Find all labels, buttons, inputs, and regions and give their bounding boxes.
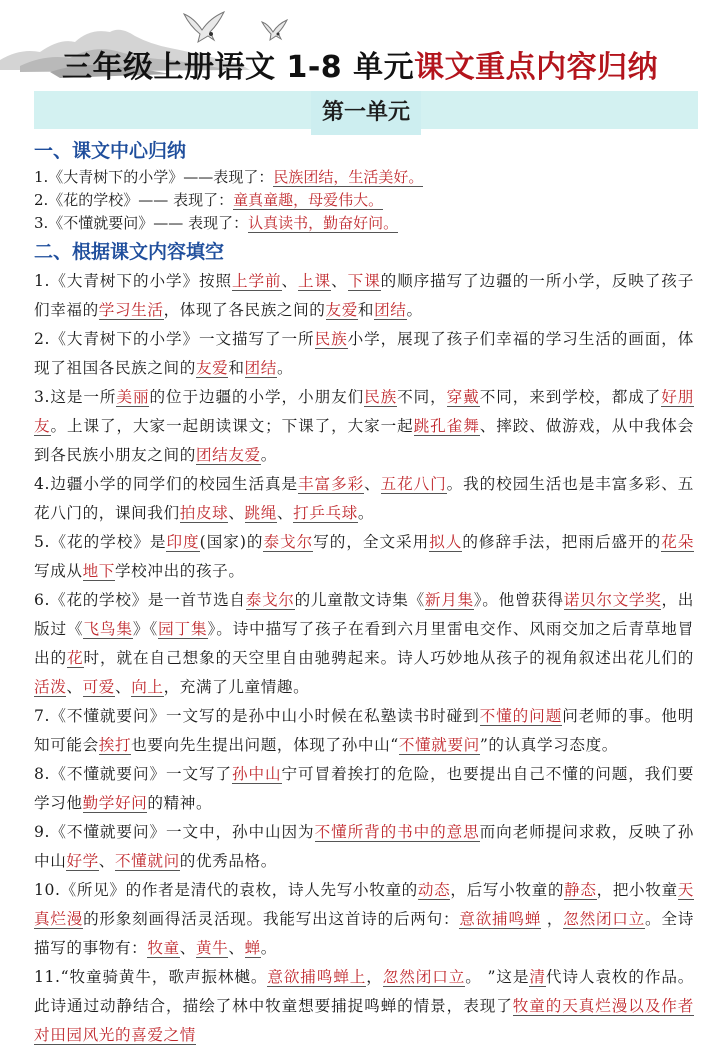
prompt-text: 的精神。 bbox=[147, 794, 213, 812]
prompt-text: 的优秀品格。 bbox=[179, 852, 277, 870]
page-title bbox=[62, 42, 658, 86]
list-item bbox=[34, 166, 694, 189]
prompt-text: 1.《大青树下的小学》按照 bbox=[34, 272, 232, 290]
prompt-text: 的修辞手法，把雨后盛开的 bbox=[462, 533, 662, 551]
prompt-text: 问老师的事。他明知可能会 bbox=[34, 707, 694, 754]
list-item bbox=[34, 702, 694, 760]
prompt-text: 3.这是一所 bbox=[34, 388, 117, 406]
page-header bbox=[0, 0, 724, 90]
crane-icon bbox=[180, 10, 230, 46]
prompt-text: ，体现了各民族之间的 bbox=[163, 301, 326, 319]
answer-text: 美丽 bbox=[116, 388, 150, 406]
prompt-text: 8.《不懂就要问》一文写了 bbox=[34, 765, 233, 783]
prompt-text: 》《 bbox=[132, 620, 159, 638]
prompt-text: ，把小牧童 bbox=[596, 881, 678, 899]
unit-banner bbox=[34, 91, 698, 129]
answer-text: 孙中山 bbox=[232, 765, 282, 783]
answer-text: 五花八门 bbox=[380, 475, 447, 493]
prompt-text: 宁可冒着挨打的危险，也要提出自己不懂的问题，我们要学习他 bbox=[34, 765, 694, 812]
prompt-text: 和 bbox=[228, 359, 245, 377]
prompt-text: 、 bbox=[114, 678, 132, 696]
answer-text: 黄牛 bbox=[195, 939, 229, 957]
answer-text: 民族 bbox=[314, 330, 348, 348]
answer-text: 不懂的问题 bbox=[479, 707, 563, 725]
list-item bbox=[34, 760, 694, 818]
answer-text: 诺贝尔文学奖 bbox=[563, 591, 662, 609]
prompt-text: 。 bbox=[406, 301, 423, 319]
answer-text: 好学 bbox=[66, 852, 99, 870]
answer-text: 学习生活 bbox=[98, 301, 164, 319]
answer-text: 挨打 bbox=[98, 736, 132, 754]
answer-text: 意欲捕鸣蝉 bbox=[459, 910, 542, 928]
answer-text: 地下 bbox=[82, 562, 115, 580]
list-item bbox=[34, 212, 694, 235]
prompt-text: 小学，展现了孩子们幸福的学习生活的画面，体现了祖国各民族之间的 bbox=[34, 330, 694, 377]
answer-text: 跳孔雀舞 bbox=[413, 417, 480, 435]
prompt-text: 代诗人袁枚的作品。此诗通过动静结合，描绘了林中牧童想要捕捉鸣蝉的情景，表现了 bbox=[34, 968, 695, 1015]
answer-text: 下课 bbox=[347, 272, 381, 290]
answer-text: 团结 bbox=[244, 359, 277, 377]
prompt-text: 2.《花的学校》—— 表现了： bbox=[34, 191, 234, 209]
prompt-text: 写的，全文采用 bbox=[313, 533, 430, 551]
fill-blank-list bbox=[34, 267, 694, 1050]
list-item bbox=[34, 383, 694, 470]
prompt-text: 》。他曾获得 bbox=[473, 591, 564, 609]
prompt-text: 4.边疆小学的同学们的校园生活真是 bbox=[34, 475, 299, 493]
answer-text: 天真烂漫 bbox=[34, 881, 694, 928]
answer-text: 拍皮球 bbox=[179, 504, 229, 522]
prompt-text: 、 bbox=[228, 939, 245, 957]
prompt-text: 。 bbox=[260, 446, 277, 464]
answer-text: 向上 bbox=[131, 678, 164, 696]
prompt-text: 》。诗中描写了孩子在看到六月里雷电交作、风雨交加之后青草地冒出的 bbox=[34, 620, 694, 667]
answer-text: 飞鸟集 bbox=[83, 620, 133, 638]
answer-text: 动态 bbox=[417, 881, 451, 899]
prompt-text: 11.“牧童骑黄牛，歌声振林樾。 bbox=[34, 968, 268, 986]
prompt-text: 不同，来到学校，都成了 bbox=[479, 388, 662, 406]
answer-text: 丰富多彩 bbox=[298, 475, 365, 493]
list-item bbox=[34, 876, 694, 963]
prompt-text: 10.《所见》的作者是清代的袁枚，诗人先写小牧童的 bbox=[34, 881, 418, 899]
answer-text: 不懂所背的书中的意思 bbox=[314, 823, 480, 841]
prompt-text: 3.《不懂就要问》—— 表现了： bbox=[34, 214, 249, 232]
prompt-text: 学校冲出的孩子。 bbox=[114, 562, 245, 580]
prompt-text: 7.《不懂就要问》一文写的是孙中山小时候在私塾读书时碰到 bbox=[34, 707, 480, 725]
answer-text: 童真童趣，母爱伟大。 bbox=[233, 191, 384, 209]
answer-text: 友爱 bbox=[195, 359, 229, 377]
answer-text: 牧童 bbox=[147, 939, 180, 957]
answer-text: 不懂就要问 bbox=[398, 736, 480, 754]
answer-text: 团结 bbox=[374, 301, 407, 319]
answer-text: 可爱 bbox=[82, 678, 115, 696]
answer-text: 忽然闭口立 bbox=[563, 910, 646, 928]
prompt-text: 的顺序描写了边疆的一所小学，反映了孩子们幸福的 bbox=[34, 272, 694, 319]
prompt-text: ，充满了儿童情趣。 bbox=[163, 678, 310, 696]
answer-text: 跳绳 bbox=[244, 504, 277, 522]
prompt-text: 、 bbox=[179, 939, 196, 957]
prompt-text: 。我的校园生活也是丰富多彩、五花八门的，课间我们 bbox=[34, 475, 694, 522]
answer-text: 静态 bbox=[564, 881, 597, 899]
prompt-text: 、 bbox=[98, 852, 115, 870]
prompt-text: 而向老师提问求救，反映了孙中山 bbox=[34, 823, 694, 870]
answer-text: 活泼 bbox=[34, 678, 67, 696]
prompt-text: 、摔跤、做游戏，从中我体会到各民族小朋友之间的 bbox=[34, 417, 694, 464]
answer-text: 蝉 bbox=[244, 939, 261, 957]
answer-text: 团结友爱 bbox=[195, 446, 261, 464]
list-item bbox=[34, 267, 694, 325]
list-item bbox=[34, 470, 694, 528]
prompt-text: 。 bbox=[276, 359, 294, 377]
answer-text: 新月集 bbox=[424, 591, 474, 609]
list-item bbox=[34, 963, 694, 1050]
prompt-text: 不同， bbox=[397, 388, 447, 406]
prompt-text: 、 bbox=[66, 678, 83, 696]
prompt-text: 、 bbox=[331, 272, 348, 290]
answer-text: 民族团结，生活美好。 bbox=[273, 168, 424, 186]
prompt-text: 的位于边疆的小学，小朋友们 bbox=[149, 388, 365, 406]
prompt-text: 。 ”这是 bbox=[465, 968, 530, 986]
answer-text: 牧童的天真烂漫以及作者对田园风光的喜爱之情 bbox=[34, 997, 694, 1044]
answer-text: 好朋友 bbox=[34, 388, 695, 435]
answer-text: 勤学好问 bbox=[82, 794, 148, 812]
prompt-text: 。 bbox=[357, 504, 375, 522]
answer-text: 上学前 bbox=[232, 272, 282, 290]
prompt-text: 写成从 bbox=[34, 562, 83, 580]
prompt-text: 1.《大青树下的小学》——表现了： bbox=[34, 168, 274, 186]
prompt-text: 2.《大青树下的小学》一文描写了一所 bbox=[34, 330, 315, 348]
answer-text: 印度 bbox=[166, 533, 200, 551]
prompt-text: 的形象刻画得活灵活现。我能写出这首诗的后两句： bbox=[83, 910, 460, 928]
prompt-text: 的儿童散文诗集《 bbox=[294, 591, 425, 609]
prompt-text: 5.《花的学校》是 bbox=[34, 533, 167, 551]
summary-list bbox=[34, 166, 694, 235]
prompt-text: ， bbox=[366, 968, 383, 986]
prompt-text: 、 bbox=[276, 504, 294, 522]
prompt-text: 。 bbox=[260, 939, 277, 957]
answer-text: 打乒乓球 bbox=[293, 504, 358, 522]
prompt-text: 9.《不懂就要问》一文中，孙中山因为 bbox=[34, 823, 315, 841]
prompt-text: 也要向先生提出问题，体现了孙中山“ bbox=[131, 736, 399, 754]
prompt-text: ”的认真学习态度。 bbox=[479, 736, 618, 754]
prompt-text: 。上课了，大家一起朗读课文；下课了，大家一起 bbox=[50, 417, 414, 435]
prompt-text: 。全诗描写的事物有： bbox=[34, 910, 694, 957]
prompt-text: ， bbox=[541, 910, 564, 928]
prompt-text: 和 bbox=[357, 301, 375, 319]
prompt-text: 、 bbox=[364, 475, 381, 493]
list-item bbox=[34, 586, 694, 702]
answer-text: 民族 bbox=[364, 388, 398, 406]
answer-text: 忽然闭口立 bbox=[382, 968, 466, 986]
prompt-text: (国家)的 bbox=[199, 533, 264, 551]
prompt-text: 、 bbox=[228, 504, 245, 522]
unit-title: 第一单元 bbox=[321, 100, 410, 125]
crane-icon bbox=[260, 18, 290, 42]
prompt-text: 、 bbox=[281, 272, 299, 290]
prompt-text: 6.《花的学校》是一首节选自 bbox=[34, 591, 246, 609]
answer-text: 园丁集 bbox=[158, 620, 208, 638]
document-body bbox=[34, 136, 694, 1050]
answer-text: 穿戴 bbox=[446, 388, 480, 406]
list-item bbox=[34, 189, 694, 212]
answer-text: 泰戈尔 bbox=[263, 533, 314, 551]
answer-text: 花朵 bbox=[661, 533, 695, 551]
answer-text: 花 bbox=[67, 649, 84, 667]
prompt-text: ，出版过《 bbox=[34, 591, 694, 638]
list-item bbox=[34, 528, 694, 586]
answer-text: 不懂就问 bbox=[114, 852, 180, 870]
answer-text: 友爱 bbox=[325, 301, 358, 319]
section-heading-summary: 一、课文中心归纳 bbox=[34, 140, 187, 162]
section-heading-fill-blanks: 二、根据课文内容填空 bbox=[34, 241, 225, 263]
answer-text: 上课 bbox=[298, 272, 332, 290]
answer-text: 认真读书，勤奋好问。 bbox=[248, 214, 399, 232]
answer-text: 泰戈尔 bbox=[245, 591, 295, 609]
prompt-text: ，后写小牧童的 bbox=[450, 881, 565, 899]
answer-text: 意欲捕鸣蝉上 bbox=[267, 968, 367, 986]
list-item bbox=[34, 818, 694, 876]
prompt-text: 时，就在自己想象的天空里自由驰骋起来。诗人巧妙地从孩子的视角叙述出花儿们的 bbox=[83, 649, 694, 667]
answer-text: 清 bbox=[529, 968, 546, 986]
list-item bbox=[34, 325, 694, 383]
page-title-highlight: 课文重点内容归纳 bbox=[414, 50, 659, 85]
page-title-main: 三年级上册语文 1-8 单元 bbox=[62, 50, 415, 85]
answer-text: 拟人 bbox=[429, 533, 463, 551]
